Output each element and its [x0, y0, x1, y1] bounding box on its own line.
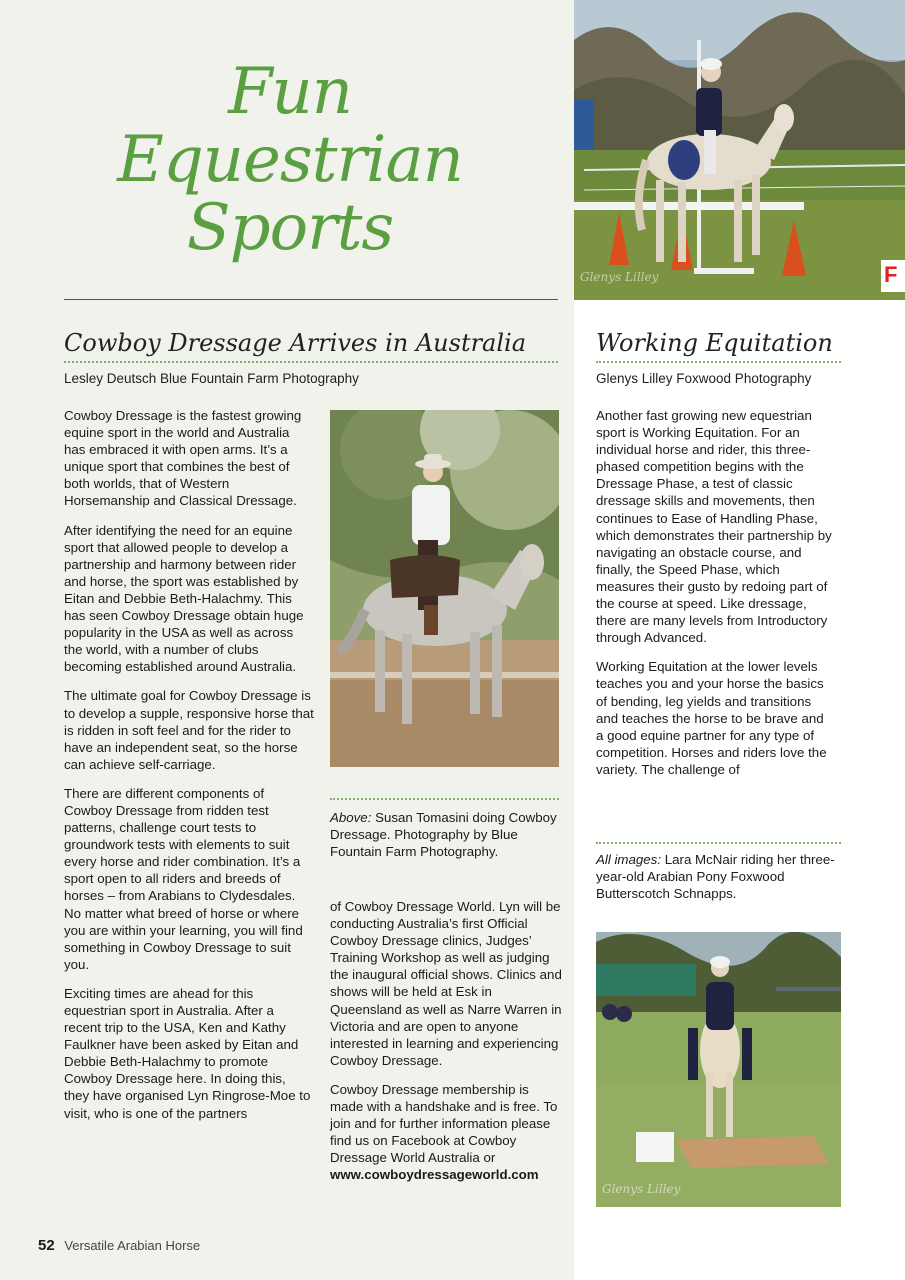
paragraph — [330, 1081, 562, 1184]
caption-text: Susan Tomasini doing Cowboy Dressage. Photography by Blue Fountain Farm Photography. — [330, 810, 557, 860]
paragraph: of Cowboy Dressage World. Lyn will be conducting Australia’s first Official Cowboy Dressage clinics, Judges’ Training Workshop as well as judging the inaugural official shows. Clinics and shows will be held at Esk in Queensland as well as Narre Warren in Victoria and are open to anyone interested in learning and experiencing Cowboy Dressage. — [330, 899, 562, 1068]
left-article-heading: Cowboy Dressage Arrives in Australia — [64, 329, 527, 357]
title-line-3: Sports — [186, 191, 394, 265]
title-line-2: Equestrian — [117, 123, 463, 197]
right-article-body — [596, 407, 832, 778]
top-photo-watermark: Glenys Lilley — [580, 270, 659, 284]
top-photo-sign-letter: F — [884, 262, 898, 287]
cowboy-dressage-photo-caption — [330, 809, 562, 860]
cowboy-dressage-photo — [330, 410, 559, 767]
left-article-credit: Lesley Deutsch Blue Fountain Farm Photography — [64, 371, 359, 386]
magazine-name: Versatile Arabian Horse — [64, 1238, 201, 1253]
photo-caption-dotted-rule — [330, 798, 559, 800]
working-equitation-top-photo — [574, 0, 905, 300]
right-heading-dotted-rule — [596, 361, 841, 363]
right-article-credit: Glenys Lilley Foxwood Photography — [596, 371, 812, 386]
caption-label: All images: — [596, 852, 662, 867]
bridge-photo-watermark: Glenys Lilley — [602, 1182, 681, 1196]
page-footer — [38, 1237, 200, 1254]
paragraph: Exciting times are ahead for this equestrian sport in Australia. After a recent trip to the USA, Ken and Kathy Faulkner have been asked by Eitan and Debbie Beth-Halachmy to promote Cowboy Dressage here. In doing this, they have organised Lyn Ringrose-Moe to visit, who is one of the partners — [64, 985, 311, 1121]
page-number: 52 — [38, 1237, 55, 1254]
paragraph: Cowboy Dressage is the fastest growing equine sport in the world and Australia has embraced it with open arms. It’s a unique sport that combines the best of both worlds, that of Western Horsemanship and Classical Dressage. — [64, 408, 302, 509]
caption-text: Lara McNair riding her three-year-old Arabian Pony Foxwood Butterscotch Schnapps. — [596, 852, 835, 902]
right-article-heading: Working Equitation — [596, 329, 833, 357]
paragraph: The ultimate goal for Cowboy Dressage is to develop a supple, responsive horse that is ridden in soft feel and for the rider to have an independent seat, so the horse can achieve self-carriage. — [64, 688, 314, 772]
right-caption-dotted-rule — [596, 842, 841, 844]
paragraph-text: Cowboy Dressage membership is made with a handshake and is free. To join and for further information please find us on Facebook at Cowboy Dressage World Australia or — [330, 1081, 558, 1166]
right-photos-caption — [596, 851, 836, 902]
paragraph: After identifying the need for an equine sport that allowed people to develop a partnership and harmony between rider and horse, the sport was established by Eitan and Debbie Beth-Halachmy. This has seen Cowboy Dressage obtain huge popularity in the USA as well as across the world, with a number of clubs becoming established around Australia. — [64, 522, 304, 675]
left-heading-dotted-rule — [64, 361, 558, 363]
paragraph: Another fast growing new equestrian sport is Working Equitation. For an individual horse and rider, this three-phased competition begins with the Dressage Phase, a test of classic dressage skills and movements, then continues to Ease of Handling Phase, which demonstrates their partnership by navigating an obstacle course, and finally, the Speed Phase, which measures their gusto by redoing part of the course at speed. Like dressage, there are many levels from Introductory through Advanced. — [596, 408, 832, 646]
page-title — [60, 55, 520, 265]
paragraph: Working Equitation at the lower levels teaches you and your horse the basics of bending, leg yields and transitions and teaches the horse to be brave and a good equine partner for any type of competition. Horses and riders love the variety. The challenge of — [596, 659, 827, 777]
caption-label: Above: — [330, 810, 372, 825]
working-equitation-bridge-photo — [596, 932, 841, 1207]
left-article-body — [64, 407, 314, 1122]
left-article-continued — [330, 898, 562, 1184]
title-divider — [64, 299, 558, 300]
paragraph: There are different components of Cowboy Dressage from ridden test patterns, challenge court tests to groundwork tests with elements to suit every horse and rider combination. It’s a sport open to all riders and breeds of horses – from Arabians to Clydesdales. No matter what breed of horse or where you are within your learning, you will find something in Cowboy Dressage to suit you. — [64, 785, 303, 972]
title-line-1: Fun — [228, 55, 352, 129]
website-link[interactable]: www.cowboydressageworld.com — [330, 1167, 539, 1183]
